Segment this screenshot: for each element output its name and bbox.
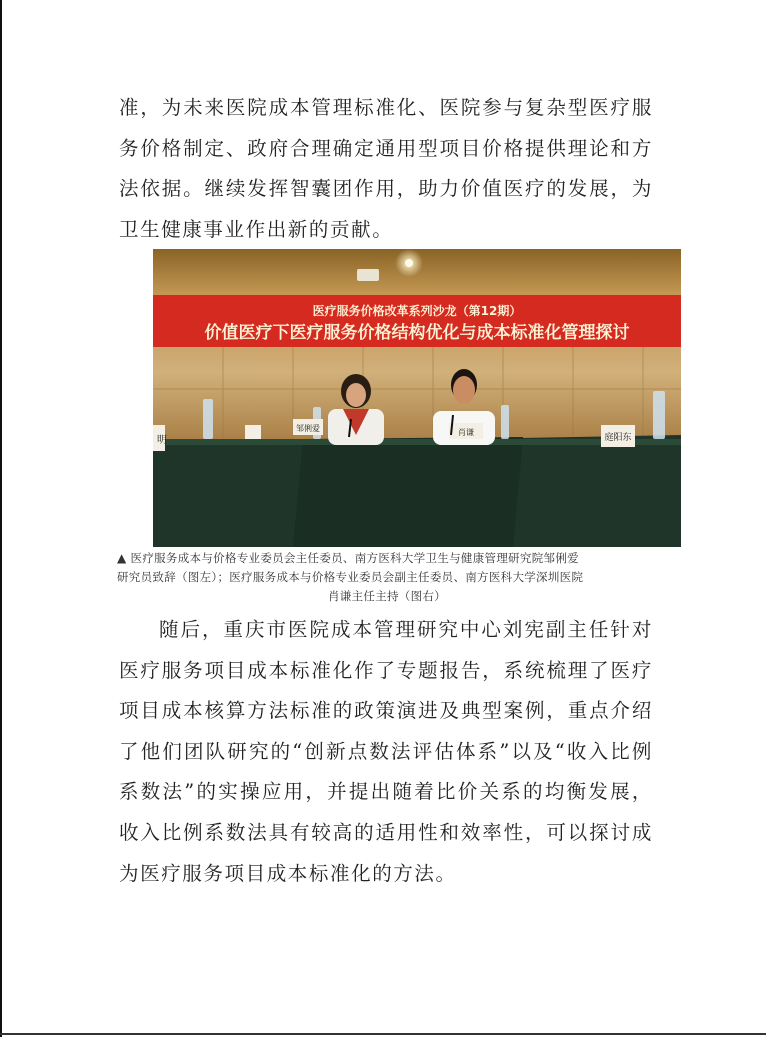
nameplate-right: 庭阳东 — [604, 433, 632, 443]
caption-line-2: 研究员致辞（图左）；医疗服务成本与价格专业委员会副主任委员、南方医科大学深圳医院 — [117, 570, 584, 584]
caption-marker-icon: ▲ — [117, 551, 127, 565]
nameplate-left-small — [245, 425, 261, 439]
conference-photo-illustration — [153, 249, 681, 547]
caption-line-1: 医疗服务成本与价格专业委员会主任委员、南方医科大学卫生与健康管理研究院邹俐爱 — [130, 551, 579, 565]
page-bottom-border — [0, 1033, 766, 1035]
paragraph-report: 随后，重庆市医院成本管理研究中心刘宪副主任针对医疗服务项目成本标准化作了专题报告，系统梳理了医疗项目成本核算方法标准的政策演进及典型案例，重点介绍了他们团队研究的“创新点数法评估体系”以及“收入比例系数法”的实操应用，并提出随着比价关系的均衡发展，收入比例系数法具有较高的适用性和效率性，可以探讨成为医疗服务项目成本标准化的方法。 — [119, 618, 653, 885]
caption-line-3: 肖谦主任主持（图右） — [328, 589, 446, 603]
nameplate-center-left: 邹俐爱 — [296, 424, 320, 433]
nameplate-far-left: 明 — [157, 435, 167, 446]
conference-photo — [153, 249, 681, 547]
banner-title: 价值医疗下医疗服务价格结构优化与成本标准化管理探讨 — [204, 323, 630, 343]
banner-subtitle: 医疗服务价格改革系列沙龙（第12期） — [312, 304, 522, 318]
photo-caption — [117, 549, 657, 606]
nameplate-center-right: 肖谦 — [458, 428, 474, 437]
page-left-border — [0, 0, 2, 1037]
paragraph-intro: 准，为未来医院成本管理标准化、医院参与复杂型医疗服务价格制定、政府合理确定通用型项目价格提供理论和方法依据。继续发挥智囊团作用，助力价值医疗的发展，为卫生健康事业作出新的贡献。 — [119, 96, 653, 241]
